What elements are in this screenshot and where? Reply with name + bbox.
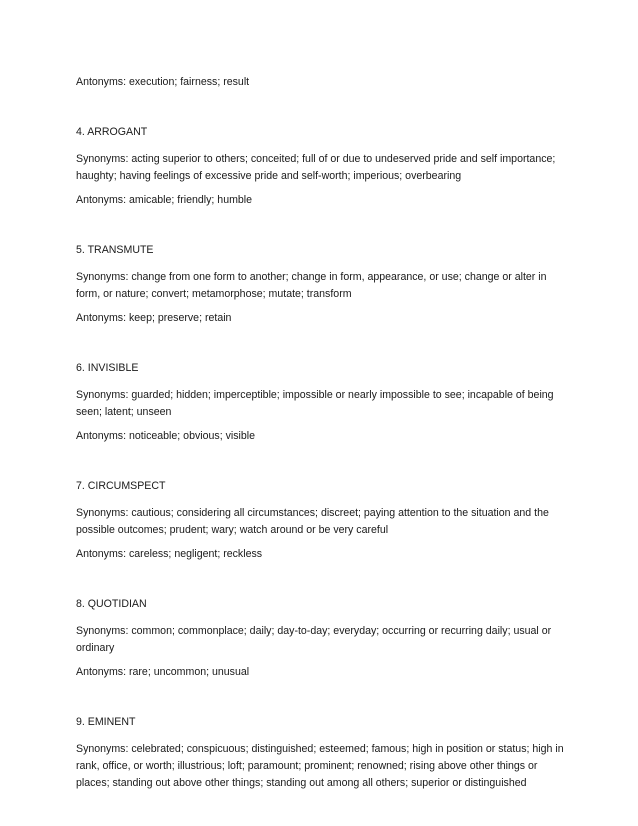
entry-title: 9. EMINENT	[76, 716, 136, 728]
entry-synonyms: Synonyms: guarded; hidden; imperceptible; impossible or nearly impossible to see; incapable of being seen; latent; unseen	[76, 389, 554, 418]
entry-synonyms: Synonyms: cautious; considering all circumstances; discreet; paying attention to the situation and the possible outcomes; prudent; wary; watch around or be very careful	[76, 507, 549, 536]
entry-synonyms: Synonyms: acting superior to others; conceited; full of or due to undeserved pride and self importance; haughty; having feelings of excessive pride and self-worth; imperious; overbearing	[76, 153, 556, 182]
entry-synonyms: Synonyms: celebrated; conspicuous; distinguished; esteemed; famous; high in position or status; high in rank, office, or worth; illustrious; loft; paramount; prominent; renowned; rising above other things or places; standing out above other things; standing out among all others; superior or distinguished	[76, 743, 564, 789]
entry-antonyms: Antonyms: amicable; friendly; humble	[76, 194, 253, 206]
entry-antonyms: Antonyms: keep; preserve; retain	[76, 312, 232, 324]
entry-arrogant	[76, 124, 568, 209]
entry-synonyms: Synonyms: common; commonplace; daily; day-to-day; everyday; occurring or recurring daily; usual or ordinary	[76, 625, 552, 654]
entry-circumspect	[76, 478, 568, 563]
entry-title: 6. INVISIBLE	[76, 362, 139, 374]
entry-eminent	[76, 714, 568, 792]
entry-title: 5. TRANSMUTE	[76, 244, 154, 256]
entry-antonyms: Antonyms: rare; uncommon; unusual	[76, 666, 250, 678]
entry-title: 4. ARROGANT	[76, 126, 148, 138]
entry-title: 7. CIRCUMSPECT	[76, 480, 166, 492]
entry-antonyms: Antonyms: careless; negligent; reckless	[76, 548, 263, 560]
entry-synonyms: Synonyms: change from one form to another; change in form, appearance, or use; change or alter in form, or nature; convert; metamorphose; mutate; transform	[76, 271, 547, 300]
top-antonyms-text: Antonyms: execution; fairness; result	[76, 76, 250, 88]
entry-quotidian	[76, 596, 568, 681]
entry-invisible	[76, 360, 568, 445]
document-content	[76, 74, 568, 825]
entry-antonyms: Antonyms: noticeable; obvious; visible	[76, 430, 256, 442]
entry-title: 8. QUOTIDIAN	[76, 598, 147, 610]
entry-transmute	[76, 242, 568, 327]
